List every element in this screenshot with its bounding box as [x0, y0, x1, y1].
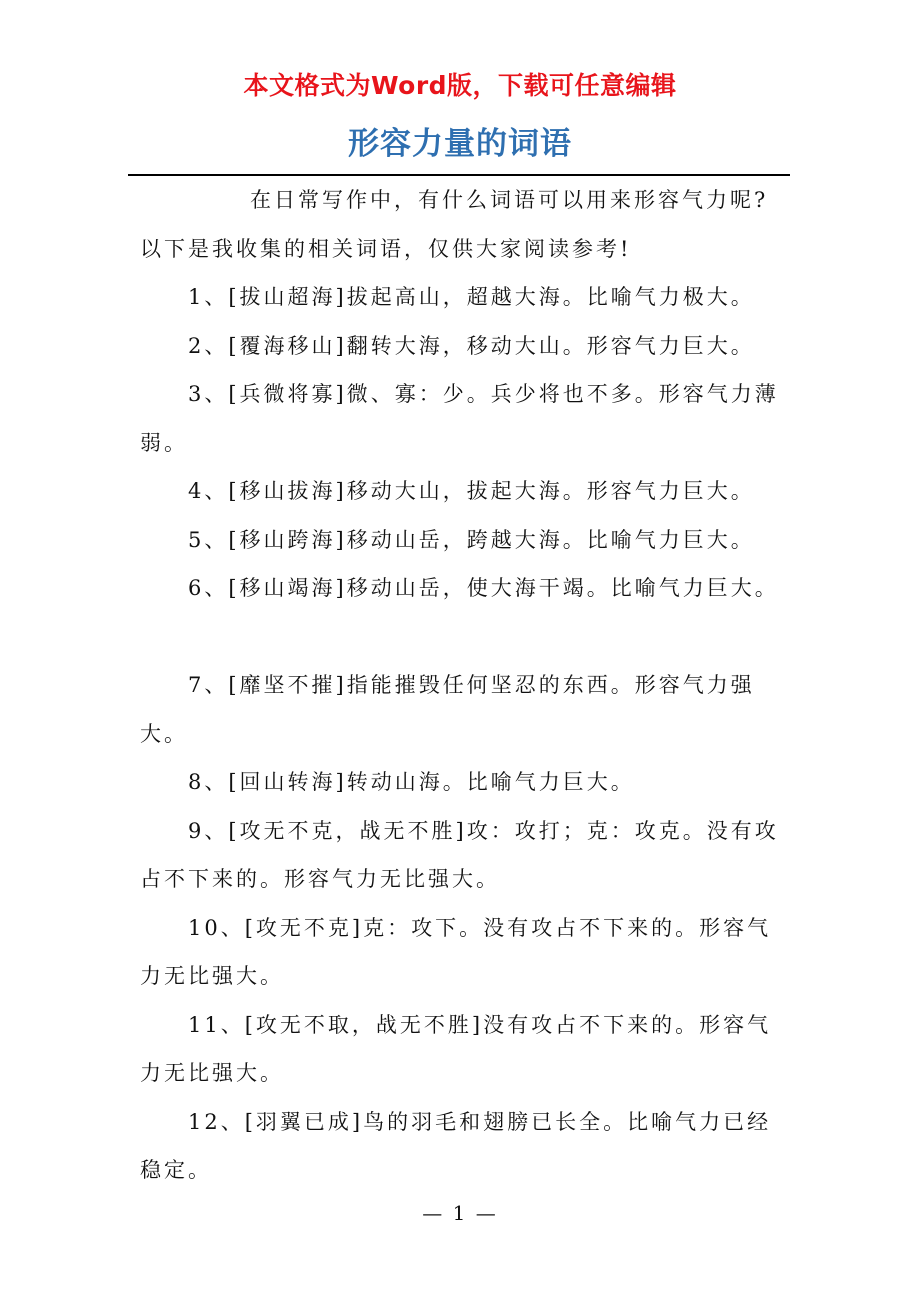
- list-item: 4、[移山拔海]移动大山，拔起大海。形容气力巨大。: [188, 479, 755, 503]
- list-item: 1、[拔山超海]拔起高山，超越大海。比喻气力极大。: [188, 285, 755, 309]
- download-banner: 本文格式为Word版，下载可任意编辑: [243, 71, 677, 100]
- list-item: 9、[攻无不克，战无不胜]攻：攻打；克：攻克。没有攻占不下来的。形容气力无比强大。: [140, 818, 779, 891]
- page-title: 形容力量的词语: [348, 126, 572, 162]
- document-body: [140, 176, 780, 1195]
- list-item: 7、[靡坚不摧]指能摧毁任何坚忍的东西。形容气力强大。: [140, 673, 755, 746]
- list-item: 6、[移山竭海]移动山岳，使大海干竭。比喻气力巨大。: [188, 576, 779, 600]
- list-item: 10、[攻无不克]克：攻下。没有攻占不下来的。形容气力无比强大。: [140, 915, 772, 988]
- list-item: 11、[攻无不取，战无不胜]没有攻占不下来的。形容气力无比强大。: [140, 1012, 772, 1085]
- list-item: 2、[覆海移山]翻转大海，移动大山。形容气力巨大。: [188, 333, 755, 358]
- list-item: 8、[回山转海]转动山海。比喻气力巨大。: [188, 770, 635, 794]
- paragraph-spacer: [140, 613, 780, 662]
- list-item: 12、[羽翼已成]鸟的羽毛和翅膀已长全。比喻气力已经稳定。: [140, 1109, 772, 1182]
- page-number: — 1 —: [422, 1201, 498, 1225]
- intro-paragraph: 在日常写作中，有什么词语可以用来形容气力呢?以下是我收集的相关词语，仅供大家阅读参考!: [140, 188, 769, 261]
- list-item: 5、[移山跨海]移动山岳，跨越大海。比喻气力巨大。: [188, 527, 755, 552]
- list-item: 3、[兵微将寡]微、寡：少。兵少将也不多。形容气力薄弱。: [140, 382, 779, 455]
